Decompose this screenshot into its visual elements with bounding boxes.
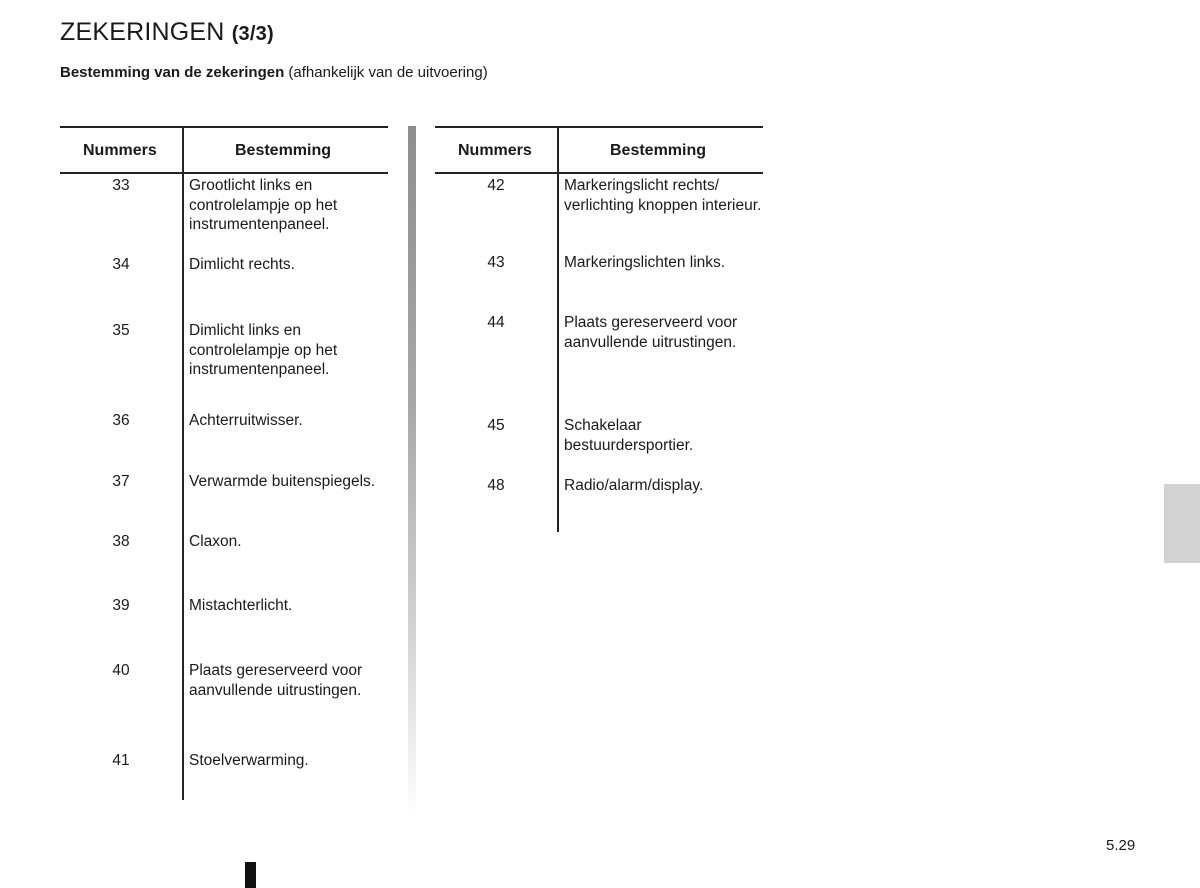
fuse-number: 45 <box>487 417 505 434</box>
fuse-destination: Markeringslicht rechts/ verlichting knoppen interieur. <box>564 177 762 214</box>
header-bestemming: Bestemming <box>610 142 707 159</box>
fuse-number: 37 <box>112 473 130 490</box>
page-title-part: (3/3) <box>231 23 274 45</box>
header-nummers: Nummers <box>458 142 532 159</box>
fuse-destination: Dimlicht rechts. <box>189 256 295 273</box>
fuse-destination: Schakelaar bestuurdersportier. <box>564 417 694 454</box>
page-title-text: ZEKERINGEN <box>60 18 225 46</box>
table-header <box>60 126 388 174</box>
page-title <box>60 18 274 47</box>
fuse-destination: Markeringslichten links. <box>564 254 726 271</box>
fuse-number: 44 <box>487 314 505 331</box>
fuse-number: 42 <box>487 177 505 194</box>
page-number: 5.29 <box>1106 837 1136 854</box>
fuse-number: 41 <box>112 752 130 769</box>
fuse-destination: Plaats gereserveerd voor aanvullende uitrustingen. <box>189 662 363 699</box>
header-bestemming: Bestemming <box>235 142 332 159</box>
fuse-destination: Verwarmde buitenspiegels. <box>189 473 376 490</box>
subtitle-bold: Bestemming van de zekeringen <box>60 64 285 81</box>
column-divider <box>182 126 184 800</box>
fuse-number: 38 <box>112 533 130 550</box>
fuse-number: 36 <box>112 412 130 429</box>
fuse-destination: Claxon. <box>189 533 242 550</box>
fuse-destination: Achterruitwisser. <box>189 412 303 429</box>
fuse-number: 43 <box>487 254 505 271</box>
fuse-number: 39 <box>112 597 130 614</box>
fuse-destination: Grootlicht links en controlelampje op het instrumentenpaneel. <box>189 177 338 233</box>
fuse-number: 35 <box>112 322 130 339</box>
fuse-number: 40 <box>112 662 130 679</box>
fuse-destination: Stoelverwarming. <box>189 752 309 769</box>
section-tab-marker <box>1164 484 1200 563</box>
fuse-destination: Dimlicht links en controlelampje op het instrumentenpaneel. <box>189 322 338 378</box>
fuse-number: 34 <box>112 256 130 273</box>
crop-mark <box>245 862 256 888</box>
table-header <box>435 126 763 174</box>
column-separator-bar <box>408 126 416 820</box>
fuse-destination: Plaats gereserveerd voor aanvullende uitrustingen. <box>564 314 738 351</box>
fuse-destination: Radio/alarm/display. <box>564 477 704 494</box>
fuse-destination: Mistachterlicht. <box>189 597 293 614</box>
fuse-number: 48 <box>487 477 505 494</box>
column-divider <box>557 126 559 532</box>
section-subtitle <box>60 64 488 81</box>
fuse-number: 33 <box>112 177 130 194</box>
header-nummers: Nummers <box>83 142 157 159</box>
subtitle-note: (afhankelijk van de uitvoering) <box>288 64 488 81</box>
